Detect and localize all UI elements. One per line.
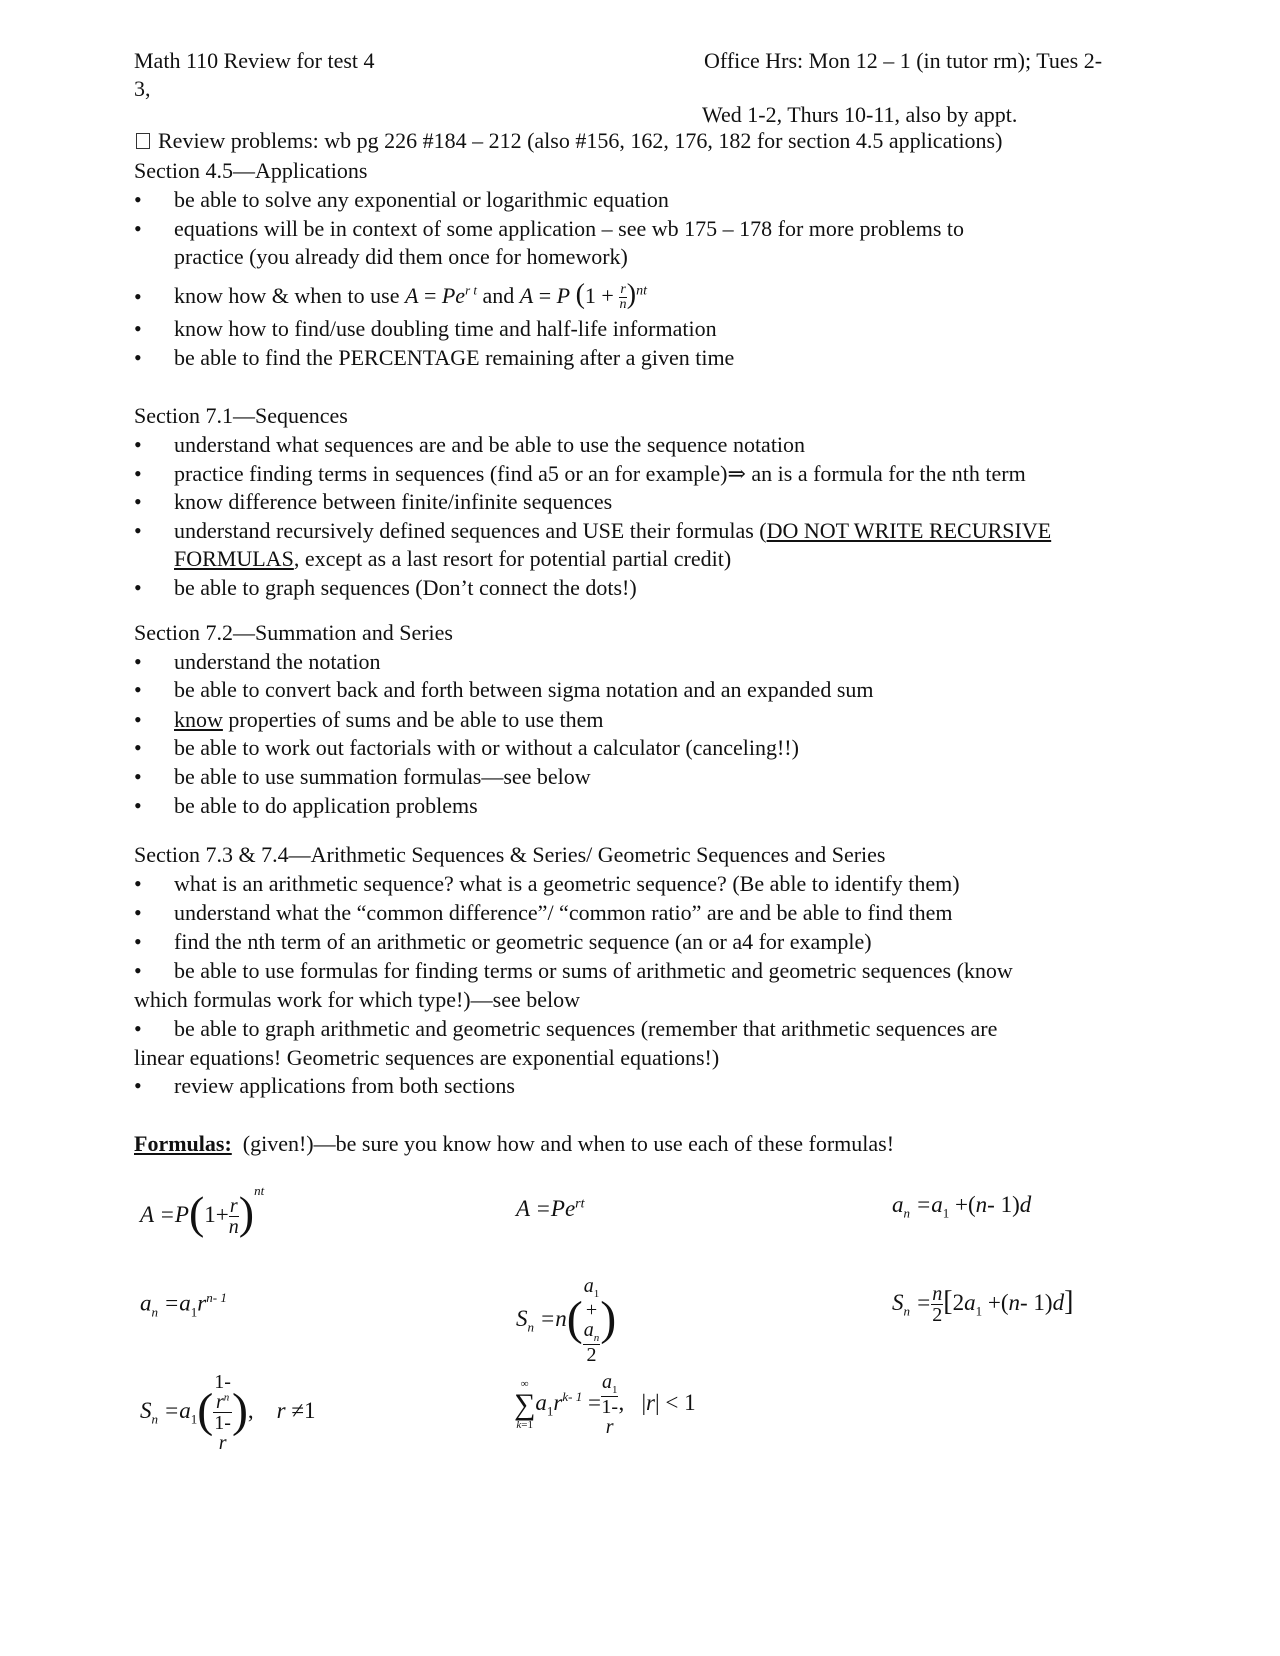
list-item: be able to graph sequences (Don’t connect the dots!) <box>174 575 637 600</box>
bullet-icon: • <box>134 958 142 983</box>
list-item: be able to use formulas for finding terms or sums of arithmetic and geometric sequences (know <box>174 958 1013 983</box>
section-7-2-title: Section 7.2—Summation and Series <box>134 620 453 645</box>
list-item: be able to use summation formulas—see below <box>174 764 591 789</box>
list-item: equations will be in context of some application – see wb 175 – 178 for more problems to <box>174 216 965 241</box>
list-item: review applications from both sections <box>174 1073 515 1098</box>
list-item-continued: which formulas work for which type!)—see below <box>134 987 580 1012</box>
review-text: Review problems: wb pg 226 #184 – 212 (also #156, 162, 176, 182 for section 4.5 applications) <box>158 128 1003 153</box>
section-7-3-7-4-title: Section 7.3 & 7.4—Arithmetic Sequences & Series/ Geometric Sequences and Series <box>134 842 886 867</box>
bullet-icon: • <box>134 649 142 674</box>
review-problems <box>136 128 1002 154</box>
list-item-continued: FORMULAS, except as a last resort for potential partial credit) <box>174 546 732 571</box>
bullet-icon: • <box>134 677 142 702</box>
list-item: understand what the “common difference”/ “common ratio” are and be able to find them <box>174 900 953 925</box>
list-item: practice finding terms in sequences (find a5 or an for example)⇒ an is a formula for the nth term <box>174 461 1026 486</box>
bullet-icon: • <box>134 929 142 954</box>
bullet-icon: • <box>134 489 142 514</box>
section-4-5-title: Section 4.5—Applications <box>134 158 368 183</box>
bullet-icon: • <box>134 575 142 600</box>
list-item: understand what sequences are and be able to use the sequence notation <box>174 432 806 457</box>
course-title: Math 110 Review for test 4 <box>134 48 375 73</box>
bullet-icon: • <box>134 432 142 457</box>
list-item-formula: know how & when to use $A = Pe^{r t}$ and A = P (1 + $\frac{r}{n}$ )$^{nt}$ <box>174 279 647 313</box>
list-item: know how to find/use doubling time and half-life information <box>174 316 717 341</box>
list-item: find the nth term of an arithmetic or geometric sequence (an or a4 for example) <box>174 929 872 954</box>
formula-arithmetic-sum-average: $S_n =n$( $a_1$ + $a_n$ 2 ) <box>516 1275 617 1366</box>
list-item: be able to solve any exponential or logarithmic equation <box>174 187 669 212</box>
list-item-continued: practice (you already did them once for homework) <box>174 244 628 269</box>
office-hours-line3: Wed 1-2, Thurs 10-11, also by appt. <box>702 102 1018 127</box>
office-hours-line2: 3, <box>134 76 151 101</box>
checkbox-icon <box>136 133 150 149</box>
formulas-heading: Formulas: (given!)—be sure you know how and when to use each of these formulas! <box>134 1131 895 1156</box>
formula-continuous-growth: $A =Pe^{rt}$ <box>516 1196 585 1221</box>
bullet-icon: • <box>134 316 142 341</box>
list-item: know difference between finite/infinite sequences <box>174 489 613 514</box>
list-item: understand the notation <box>174 649 381 674</box>
bullet-icon: • <box>134 871 142 896</box>
list-item-continued: linear equations! Geometric sequences are exponential equations!) <box>134 1045 720 1070</box>
list-item: know properties of sums and be able to use them <box>174 707 604 732</box>
bullet-icon: • <box>134 707 142 732</box>
bullet-icon: • <box>134 345 142 370</box>
list-item: what is an arithmetic sequence? what is a geometric sequence? (Be able to identify them) <box>174 871 960 896</box>
bullet-icon: • <box>134 284 142 309</box>
formula-arithmetic-term: $a_n =a_1 +(n-$ 1)d <box>892 1192 1032 1221</box>
list-item: be able to find the PERCENTAGE remaining after a given time <box>174 345 735 370</box>
section-7-1-title: Section 7.1—Sequences <box>134 403 348 428</box>
list-item: be able to do application problems <box>174 793 478 818</box>
formula-geometric-sum: $S_n =a_1$( 1- $r^n$ 1- r ), r ≠1 <box>140 1371 316 1454</box>
formula-geometric-term: $a_n =a_1r^{n- 1}$ <box>140 1290 227 1320</box>
bullet-icon: • <box>134 1016 142 1041</box>
bullet-icon: • <box>134 900 142 925</box>
bullet-icon: • <box>134 1073 142 1098</box>
formula-compound-interest: A =P(1+ $\frac{r}{n}$ )$^{nt}$ <box>140 1183 265 1239</box>
list-item: be able to graph arithmetic and geometric sequences (remember that arithmetic sequences are <box>174 1016 998 1041</box>
formula-arithmetic-sum-difference: $S_n$ = $\frac{n}{2}$ [$2a_1 +(n-$ 1)d] <box>892 1283 1074 1326</box>
bullet-icon: • <box>134 187 142 212</box>
bullet-icon: • <box>134 216 142 241</box>
bullet-icon: • <box>134 764 142 789</box>
bullet-icon: • <box>134 518 142 543</box>
list-item: be able to work out factorials with or without a calculator (canceling!!) <box>174 735 799 760</box>
bullet-icon: • <box>134 461 142 486</box>
list-item: be able to convert back and forth between sigma notation and an expanded sum <box>174 677 874 702</box>
list-item: understand recursively defined sequences and USE their formulas (DO NOT WRITE RECURSIVE <box>174 518 1052 543</box>
bullet-icon: • <box>134 735 142 760</box>
bullet-icon: • <box>134 793 142 818</box>
office-hours-line1: Office Hrs: Mon 12 – 1 (in tutor rm); Tues 2- <box>704 48 1103 73</box>
formula-infinite-geometric-series: ∞ ∑ k=1 $a_1r^{k- 1}$ = $a_1$ 1- r , |r| < 1 <box>514 1371 696 1438</box>
